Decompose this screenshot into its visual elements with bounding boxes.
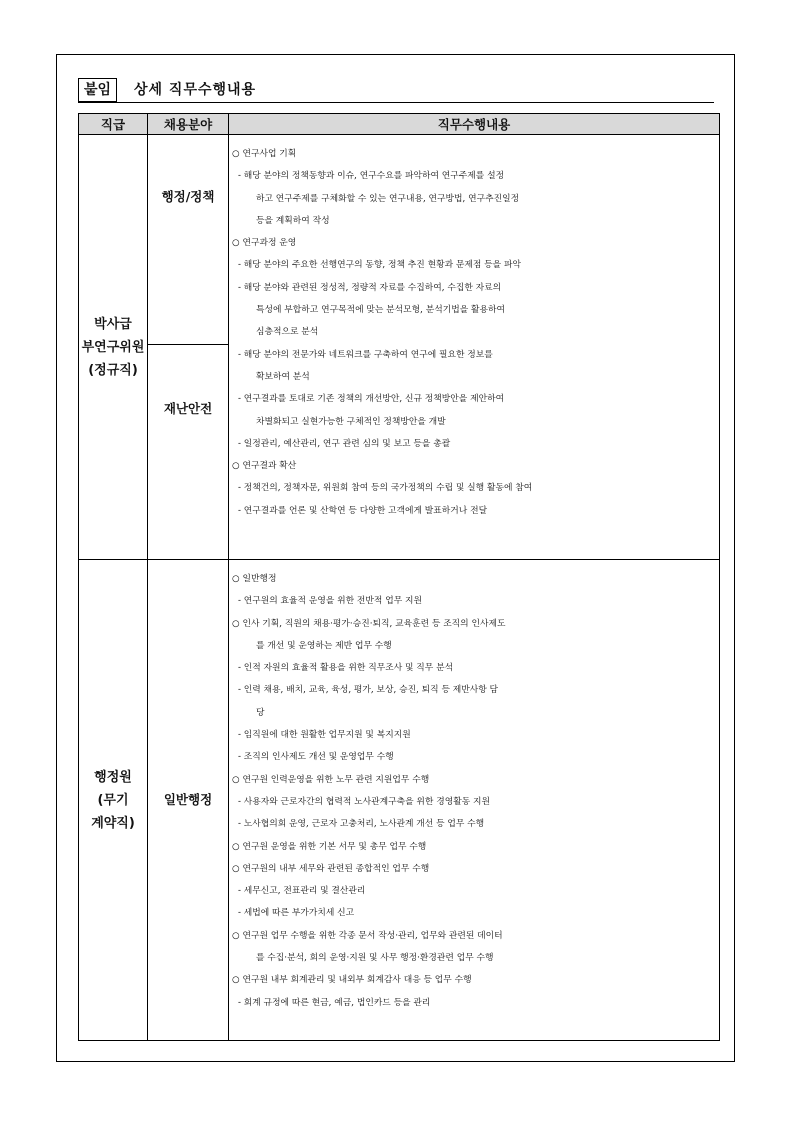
field-cell: [148, 560, 229, 1041]
duty-item: - 연구결과를 언론 및 산학연 등 다양한 고객에게 발표하거나 전달: [238, 505, 488, 516]
duty-heading: ○ 연구과정 운영: [232, 238, 297, 249]
grade-line: (정규직): [88, 362, 138, 378]
duty-item: 차별화되고 실현가능한 구체적인 정책방안을 개발: [256, 416, 446, 427]
duty-item: - 해당 분야의 정책동향과 이슈, 연구수요를 파악하여 연구주제를 설정: [238, 171, 505, 182]
field-cell: [148, 135, 229, 560]
field-box: [148, 344, 228, 559]
grade-line: 행정원: [94, 769, 132, 785]
table-header-row: [79, 114, 720, 135]
duty-item: - 세법에 따른 부가가치세 신고: [238, 908, 355, 919]
duty-item: - 조직의 인사제도 개선 및 운영업무 수행: [238, 752, 394, 763]
duty-item: - 사용자와 근로자간의 협력적 노사관계구축을 위한 경영활동 지원: [238, 796, 490, 807]
duty-heading: ○ 일반행정: [232, 574, 277, 584]
field-label: 재난안전: [163, 400, 213, 416]
duty-item: - 회계 규정에 따른 현금, 예금, 법인카드 등을 관리: [238, 997, 431, 1008]
field-label: 행정/정책: [161, 189, 215, 205]
duty-item: 특성에 부합하고 연구목적에 맞는 분석모형, 분석기법을 활용하여: [256, 305, 506, 316]
duty-item: - 일정관리, 예산관리, 연구 관련 심의 및 보고 등을 총괄: [238, 438, 451, 449]
duty-item: - 임직원에 대한 원활한 업무지원 및 복지지원: [238, 730, 411, 741]
duty-item: - 세무신고, 전표관리 및 결산관리: [238, 886, 366, 897]
grade-line: 계약직): [91, 815, 135, 831]
duty-heading: ○ 연구원의 내부 세무와 관련된 종합적인 업무 수행: [232, 863, 430, 874]
duty-table: [78, 113, 720, 1041]
duty-item: - 해당 분야의 전문가와 네트워크를 구축하여 연구에 필요한 정보를: [238, 349, 493, 360]
table-row: [79, 560, 720, 1041]
grade-line: (무기: [97, 792, 129, 808]
duties-cell: [229, 135, 720, 560]
field-label: 일반행정: [163, 792, 213, 807]
duty-heading: ○ 인사 기획, 직원의 채용·평가·승진·퇴직, 교육훈련 등 조직의 인사제도: [232, 618, 506, 629]
col-header-duties: 직무수행내용: [229, 114, 720, 135]
duties-cell: [229, 560, 720, 1041]
duty-item: - 인적 자원의 효율적 활용을 위한 직무조사 및 직무 분석: [238, 663, 454, 674]
duty-item: 등을 계획하여 작성: [256, 215, 330, 226]
grade-line: 부연구위원: [81, 339, 145, 355]
duty-item: - 정책건의, 정책자문, 위원회 참여 등의 국가정책의 수립 및 실행 활동에 참여: [238, 483, 533, 494]
duty-item: - 인력 채용, 배치, 교육, 육성, 평가, 보상, 승진, 퇴직 등 제반사항 담: [238, 685, 499, 696]
duty-item: 를 수집·분석, 회의 운영·지원 및 사무 행정·환경관련 업무 수행: [256, 953, 494, 964]
duty-item: - 해당 분야와 관련된 정성적, 정량적 자료를 수집하여, 수집한 자료의: [238, 282, 502, 293]
grade-line: 박사급: [94, 316, 132, 332]
col-header-grade: 직급: [79, 114, 148, 135]
duty-heading: ○ 연구원 업무 수행을 위한 각종 문서 작성·관리, 업무와 관련된 데이터: [232, 930, 503, 941]
col-header-field: 채용분야: [148, 114, 229, 135]
duty-heading: ○ 연구원 내부 회계관리 및 내외부 회계감사 대응 등 업무 수행: [232, 975, 472, 986]
duty-item: 확보하여 분석: [256, 371, 310, 382]
duty-item: - 노사협의회 운영, 근로자 고충처리, 노사관계 개선 등 업무 수행: [238, 819, 485, 830]
duty-item: - 해당 분야의 주요한 선행연구의 동향, 정책 추진 현황과 문제점 등을 파악: [238, 260, 521, 271]
duty-heading: ○ 연구결과 확산: [232, 461, 297, 472]
duty-item: 하고 연구주제를 구체화할 수 있는 연구내용, 연구방법, 연구추진일정: [256, 193, 520, 204]
duty-item: - 연구결과를 토대로 기존 정책의 개선방안, 신규 정책방안을 제안하여: [238, 394, 505, 405]
duty-heading: ○ 연구원 운영을 위한 기본 서무 및 총무 업무 수행: [232, 841, 427, 852]
duty-item: - 연구원의 효율적 운영을 위한 전반적 업무 지원: [238, 596, 423, 607]
duty-heading: ○ 연구사업 기획: [232, 149, 297, 159]
section-header: [78, 78, 714, 103]
duty-item: 당: [256, 707, 265, 718]
grade-cell: [79, 135, 148, 560]
field-box: [148, 135, 228, 344]
attachment-tag: 붙임: [78, 78, 117, 102]
page-title: 상세 직무수행내용: [134, 82, 257, 98]
duty-item: 심층적으로 분석: [256, 327, 319, 338]
grade-cell: [79, 560, 148, 1041]
duty-item: 를 개선 및 운영하는 제반 업무 수행: [256, 640, 392, 651]
duty-heading: ○ 연구원 인력운영을 위한 노무 관련 지원업무 수행: [232, 774, 430, 785]
table-row: [79, 135, 720, 560]
